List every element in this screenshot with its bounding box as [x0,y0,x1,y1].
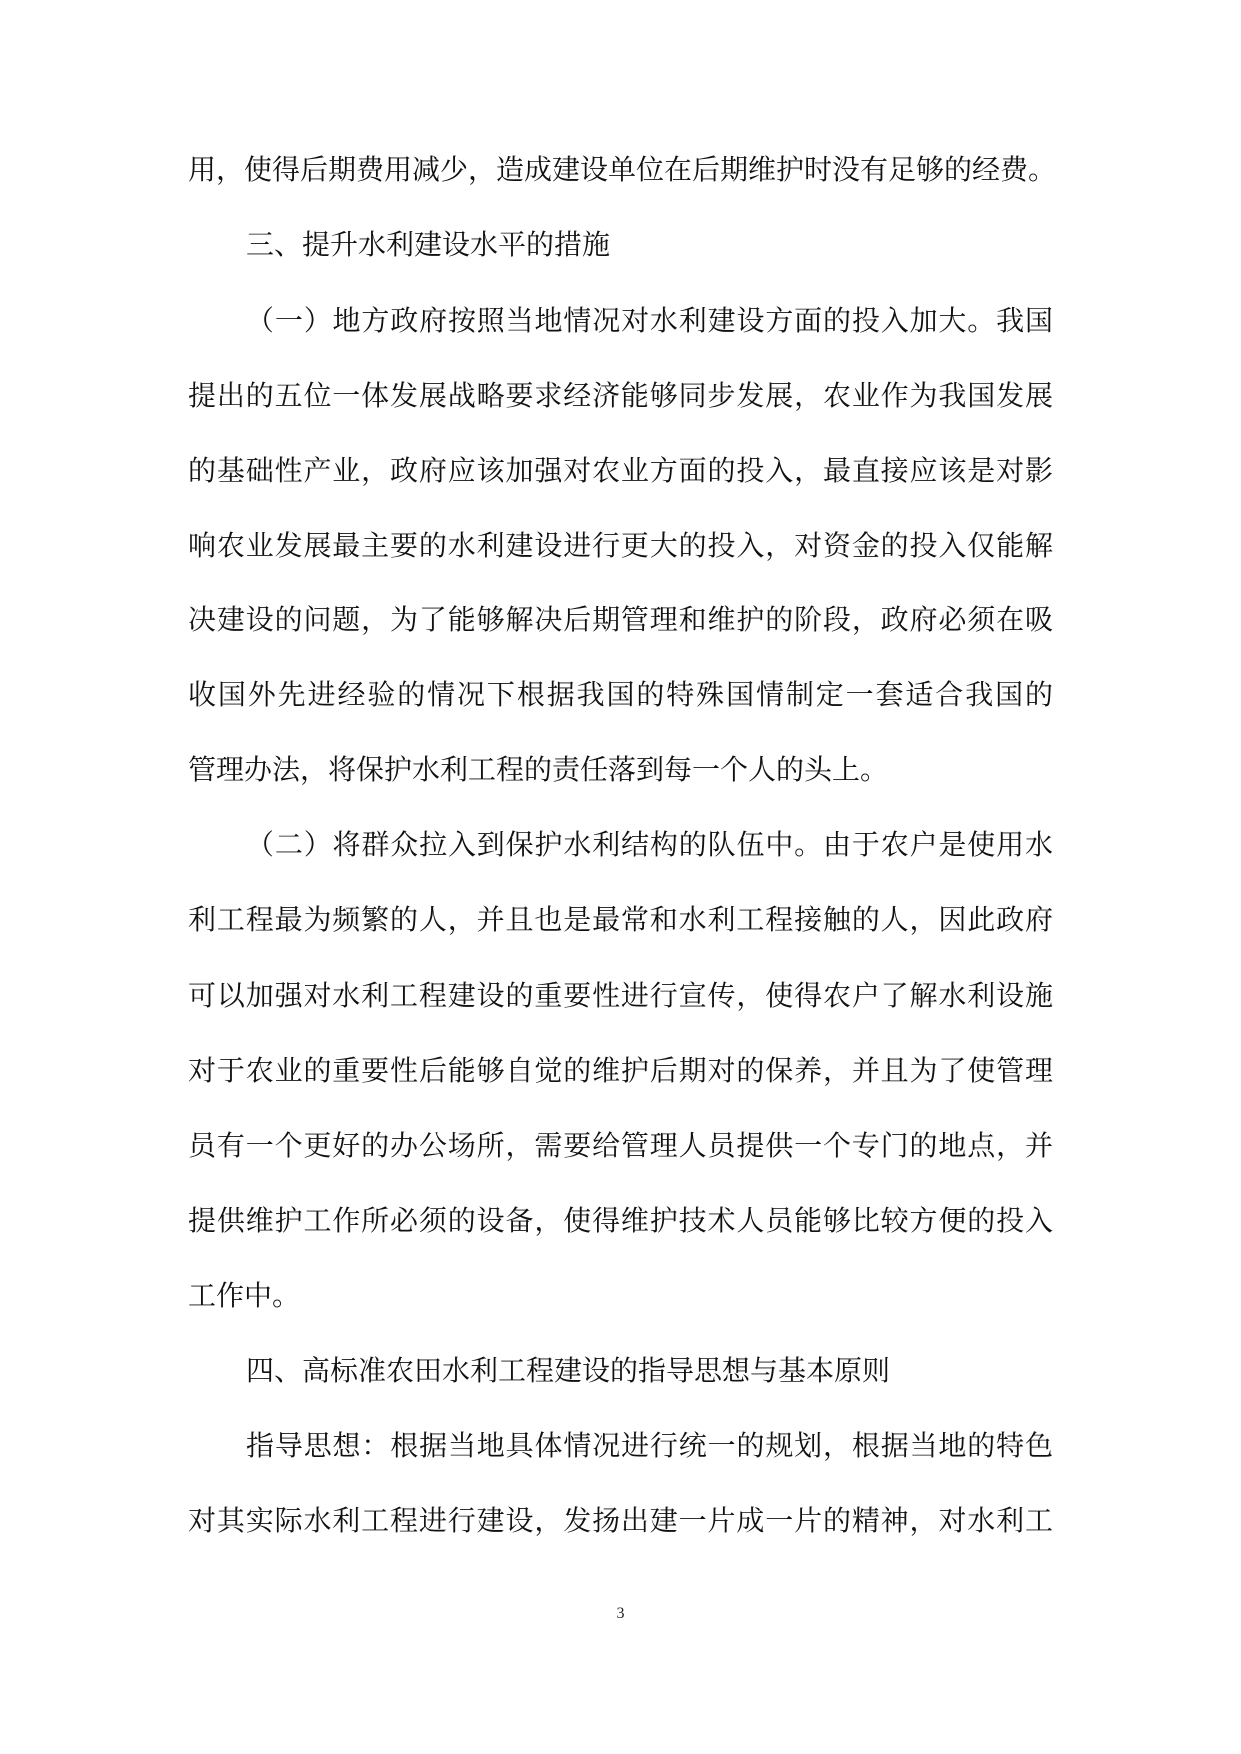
section-heading: 四、高标准农田水利工程建设的指导思想与基本原则 [246,1354,891,1387]
paragraph-line: 决建设的问题，为了能够解决后期管理和维护的阶段，政府必须在吸 [188,603,1053,636]
paragraph-line: 工作中。 [188,1279,301,1312]
paragraph-line: 用，使得后期费用减少，造成建设单位在后期维护时没有足够的经费。 [188,153,1057,186]
paragraph-line: 响农业发展最主要的水利建设进行更大的投入，对资金的投入仅能解 [188,529,1053,562]
paragraph-line: 收国外先进经验的情况下根据我国的特殊国情制定一套适合我国的 [188,678,1053,711]
paragraph-line: 管理办法，将保护水利工程的责任落到每一个人的头上。 [188,753,889,786]
paragraph-line: 对于农业的重要性后能够自觉的维护后期对的保养，并且为了使管理 [188,1054,1053,1087]
section-heading: 三、提升水利建设水平的措施 [246,228,611,261]
paragraph-line: 利工程最为频繁的人，并且也是最常和水利工程接触的人，因此政府 [188,903,1053,936]
paragraph-line: 指导思想：根据当地具体情况进行统一的规划，根据当地的特色 [246,1429,1053,1462]
paragraph-line: （二）将群众拉入到保护水利结构的队伍中。由于农户是使用水 [246,828,1053,861]
page-number: 3 [616,1605,625,1622]
paragraph-line: （一）地方政府按照当地情况对水利建设方面的投入加大。我国 [246,304,1053,337]
paragraph-line: 提供维护工作所必须的设备，使得维护技术人员能够比较方便的投入 [188,1204,1053,1237]
paragraph-line: 可以加强对水利工程建设的重要性进行宣传，使得农户了解水利设施 [188,979,1053,1012]
paragraph-line: 对其实际水利工程进行建设，发扬出建一片成一片的精神，对水利工 [188,1504,1053,1537]
paragraph-line: 提出的五位一体发展战略要求经济能够同步发展，农业作为我国发展 [188,379,1053,412]
paragraph-line: 的基础性产业，政府应该加强对农业方面的投入，最直接应该是对影 [188,454,1053,487]
paragraph-line: 员有一个更好的办公场所，需要给管理人员提供一个专门的地点，并 [188,1129,1053,1162]
